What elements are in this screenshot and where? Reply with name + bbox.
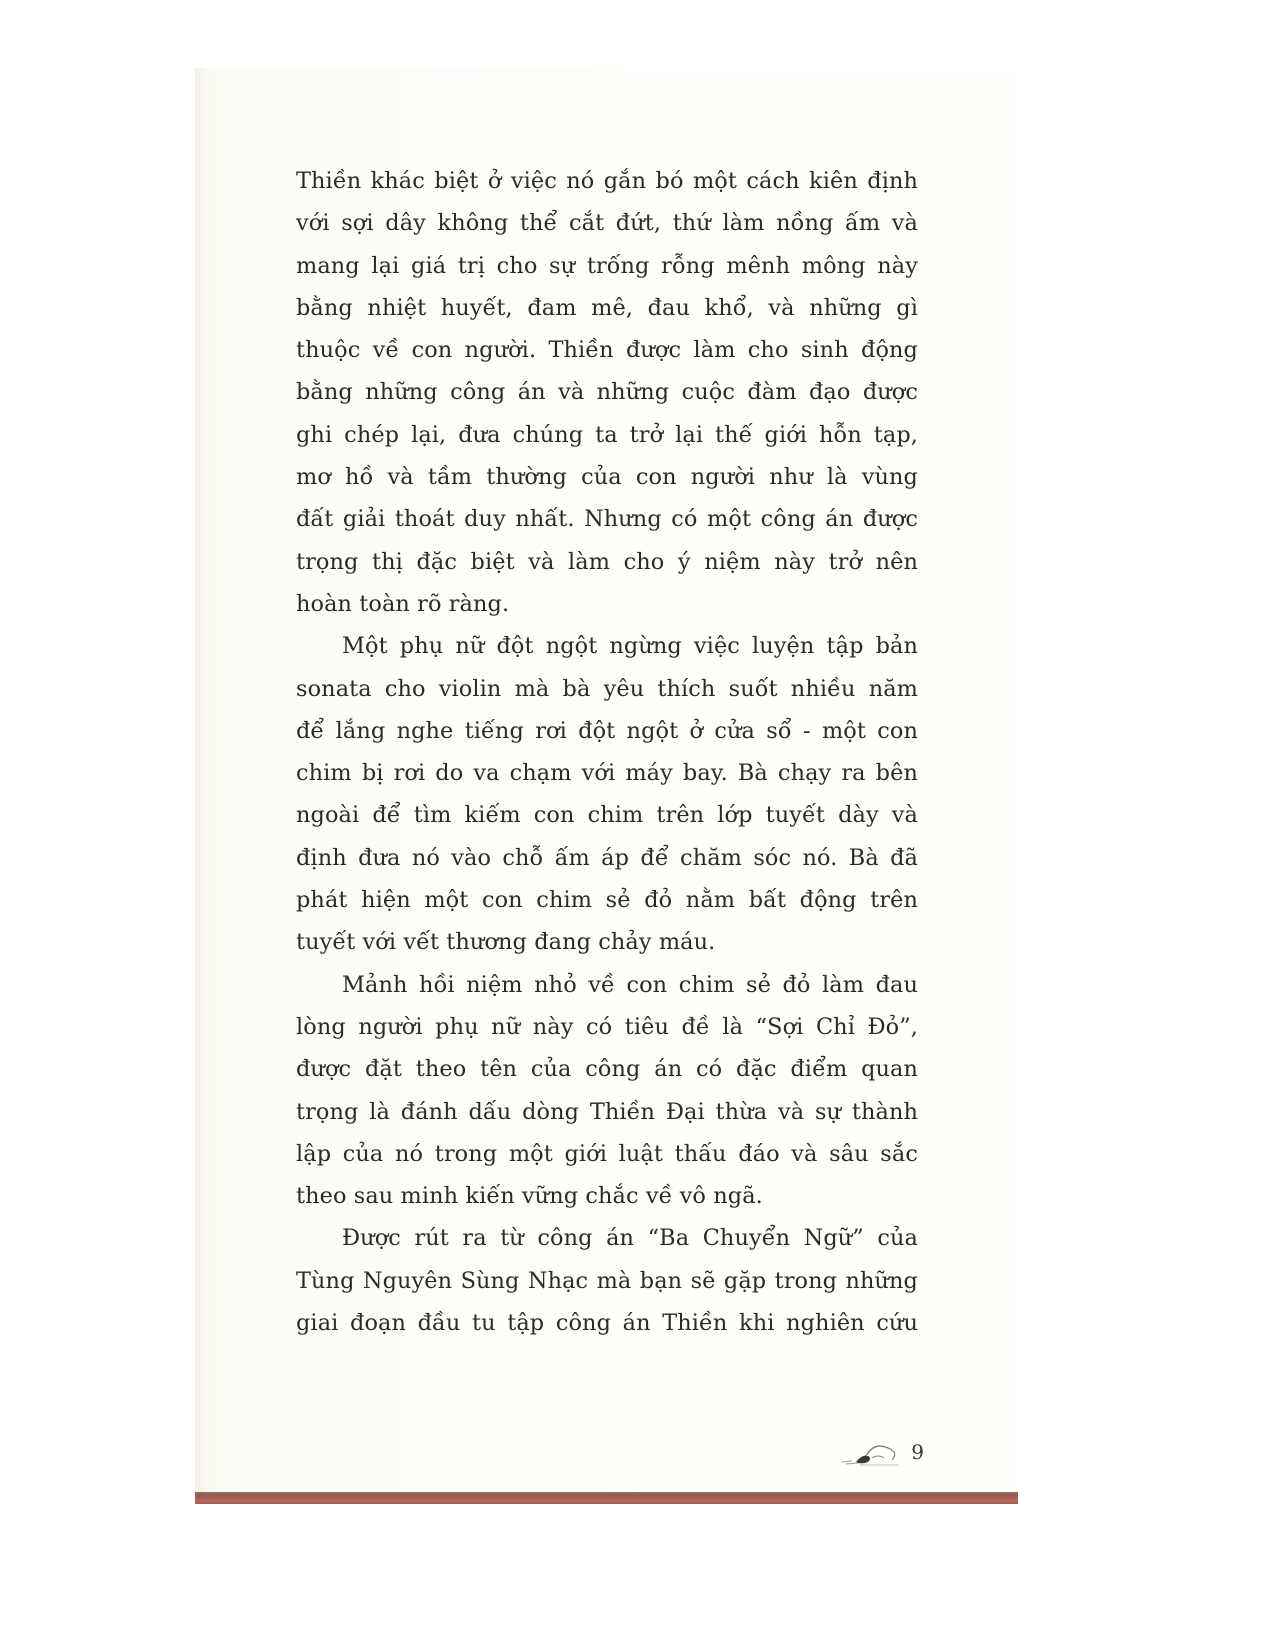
paragraph-first-line: Mảnh hồi niệm nhỏ về con chim sẻ đỏ làm đau bbox=[342, 971, 918, 998]
text-line: với sợi dây không thể cắt đứt, thứ làm nồng ấm và bbox=[296, 210, 918, 237]
text-line: được đặt theo tên của công án có đặc điểm quan bbox=[296, 1056, 918, 1083]
ink-brush-ornament-icon bbox=[838, 1442, 900, 1468]
text-line: lập của nó trong một giới luật thấu đáo và sâu sắc bbox=[296, 1140, 918, 1167]
text-line: phát hiện một con chim sẻ đỏ nằm bất động trên bbox=[296, 887, 918, 914]
text-line: Thiền khác biệt ở việc nó gắn bó một cách kiên định bbox=[296, 168, 918, 194]
page-bottom-edge bbox=[195, 1492, 1018, 1504]
text-line: mang lại giá trị cho sự trống rỗng mênh mông này bbox=[296, 252, 918, 279]
text-line: mơ hồ và tầm thường của con người như là vùng bbox=[296, 464, 918, 491]
paragraph-first-line: Một phụ nữ đột ngột ngừng việc luyện tập bản bbox=[342, 633, 918, 660]
text-line: ghi chép lại, đưa chúng ta trở lại thế giới hỗn tạp, bbox=[296, 421, 918, 448]
text-line: thuộc về con người. Thiền được làm cho sinh động bbox=[296, 337, 918, 364]
page-number: 9 bbox=[911, 1440, 924, 1464]
text-line: trọng là đánh dấu dòng Thiền Đại thừa và sự thành bbox=[296, 1098, 918, 1125]
text-line: để lắng nghe tiếng rơi đột ngột ở cửa sổ - một con bbox=[296, 717, 918, 744]
text-line: trọng thị đặc biệt và làm cho ý niệm này trở nên bbox=[296, 548, 918, 575]
body-text bbox=[296, 160, 918, 1344]
text-line: giai đoạn đầu tu tập công án Thiền khi nghiên cứu bbox=[296, 1310, 918, 1337]
text-line: hoàn toàn rõ ràng. bbox=[296, 590, 510, 617]
text-line: Tùng Nguyên Sùng Nhạc mà bạn sẽ gặp trong những bbox=[296, 1267, 918, 1294]
page-footer bbox=[838, 1440, 924, 1470]
text-line: theo sau minh kiến vững chắc về vô ngã. bbox=[296, 1183, 763, 1210]
paragraph-first-line: Được rút ra từ công án “Ba Chuyển Ngữ” của bbox=[342, 1225, 918, 1252]
text-line: chim bị rơi do va chạm với máy bay. Bà chạy ra bên bbox=[296, 760, 918, 787]
text-line: bằng nhiệt huyết, đam mê, đau khổ, và những gì bbox=[296, 294, 918, 321]
text-line: bằng những công án và những cuộc đàm đạo được bbox=[296, 379, 918, 406]
text-line: ngoài để tìm kiếm con chim trên lớp tuyết dày và bbox=[296, 802, 918, 829]
text-line: tuyết với vết thương đang chảy máu. bbox=[296, 929, 716, 956]
text-line: sonata cho violin mà bà yêu thích suốt nhiều năm bbox=[296, 675, 918, 702]
text-line: định đưa nó vào chỗ ấm áp để chăm sóc nó. Bà đã bbox=[296, 844, 918, 871]
text-line: đất giải thoát duy nhất. Nhưng có một công án được bbox=[296, 506, 918, 533]
text-line: lòng người phụ nữ này có tiêu đề là “Sợi Chỉ Đỏ”, bbox=[296, 1013, 918, 1040]
